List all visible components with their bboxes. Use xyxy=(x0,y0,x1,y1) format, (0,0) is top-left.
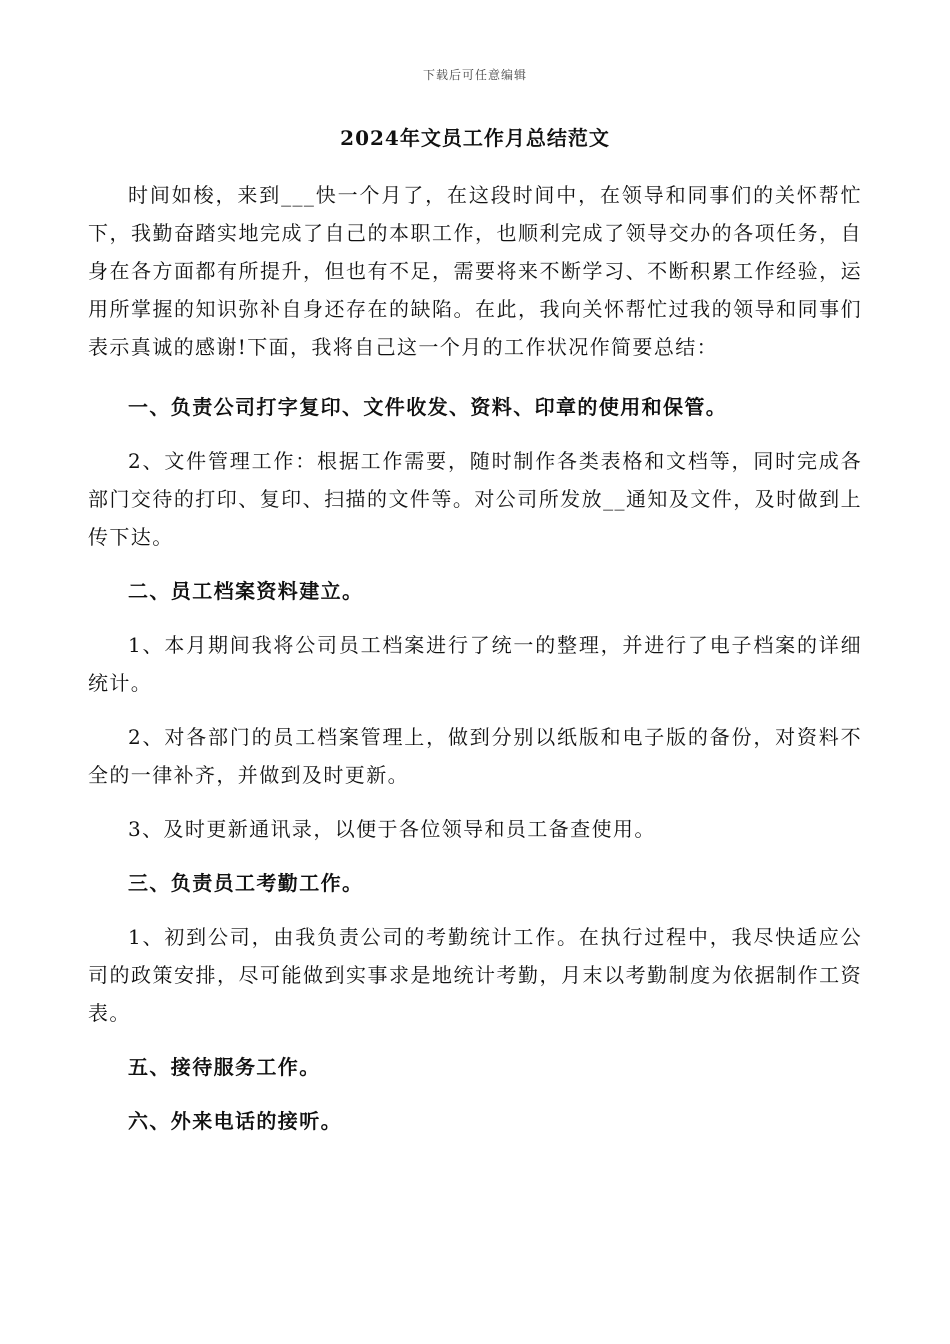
document-title: 2024年文员工作月总结范文 xyxy=(340,126,610,150)
intro-paragraph: 时间如梭，来到___快一个月了，在这段时间中，在领导和同事们的关怀帮忙下，我勤奋踏实地完成了自己的本职工作，也顺利完成了领导交办的各项任务，自身在各方面都有所提升，但也有不足，需要将来不断学习、不断积累工作经验，运用所掌握的知识弥补自身还存在的缺陷。在此，我向关怀帮忙过我的领导和同事们表示真诚的感谢!下面，我将自己这一个月的工作状况作简要总结： xyxy=(88,183,862,359)
document-body xyxy=(88,176,862,1156)
section-heading: 一、负责公司打字复印、文件收发、资料、印章的使用和保管。 xyxy=(128,395,728,419)
section-heading: 六、外来电话的接听。 xyxy=(128,1109,342,1133)
section-paragraph: 2、文件管理工作：根据工作需要，随时制作各类表格和文档等，同时完成各部门交待的打印、复印、扫描的文件等。对公司所发放__通知及文件，及时做到上传下达。 xyxy=(88,449,862,549)
section-heading: 三、负责员工考勤工作。 xyxy=(128,871,364,895)
section-heading: 五、接待服务工作。 xyxy=(128,1055,321,1079)
section-heading: 二、员工档案资料建立。 xyxy=(128,579,364,603)
section-paragraph: 2、对各部门的员工档案管理上，做到分别以纸版和电子版的备份，对资料不全的一律补齐，并做到及时更新。 xyxy=(88,725,862,787)
section-paragraph: 3、及时更新通讯录，以便于各位领导和员工备查使用。 xyxy=(128,817,656,841)
section-paragraph: 1、初到公司，由我负责公司的考勤统计工作。在执行过程中，我尽快适应公司的政策安排，尽可能做到实事求是地统计考勤，月末以考勤制度为依据制作工资表。 xyxy=(88,925,862,1025)
section-paragraph: 1、本月期间我将公司员工档案进行了统一的整理，并进行了电子档案的详细统计。 xyxy=(88,633,862,695)
header-note: 下载后可任意编辑 xyxy=(422,68,527,82)
